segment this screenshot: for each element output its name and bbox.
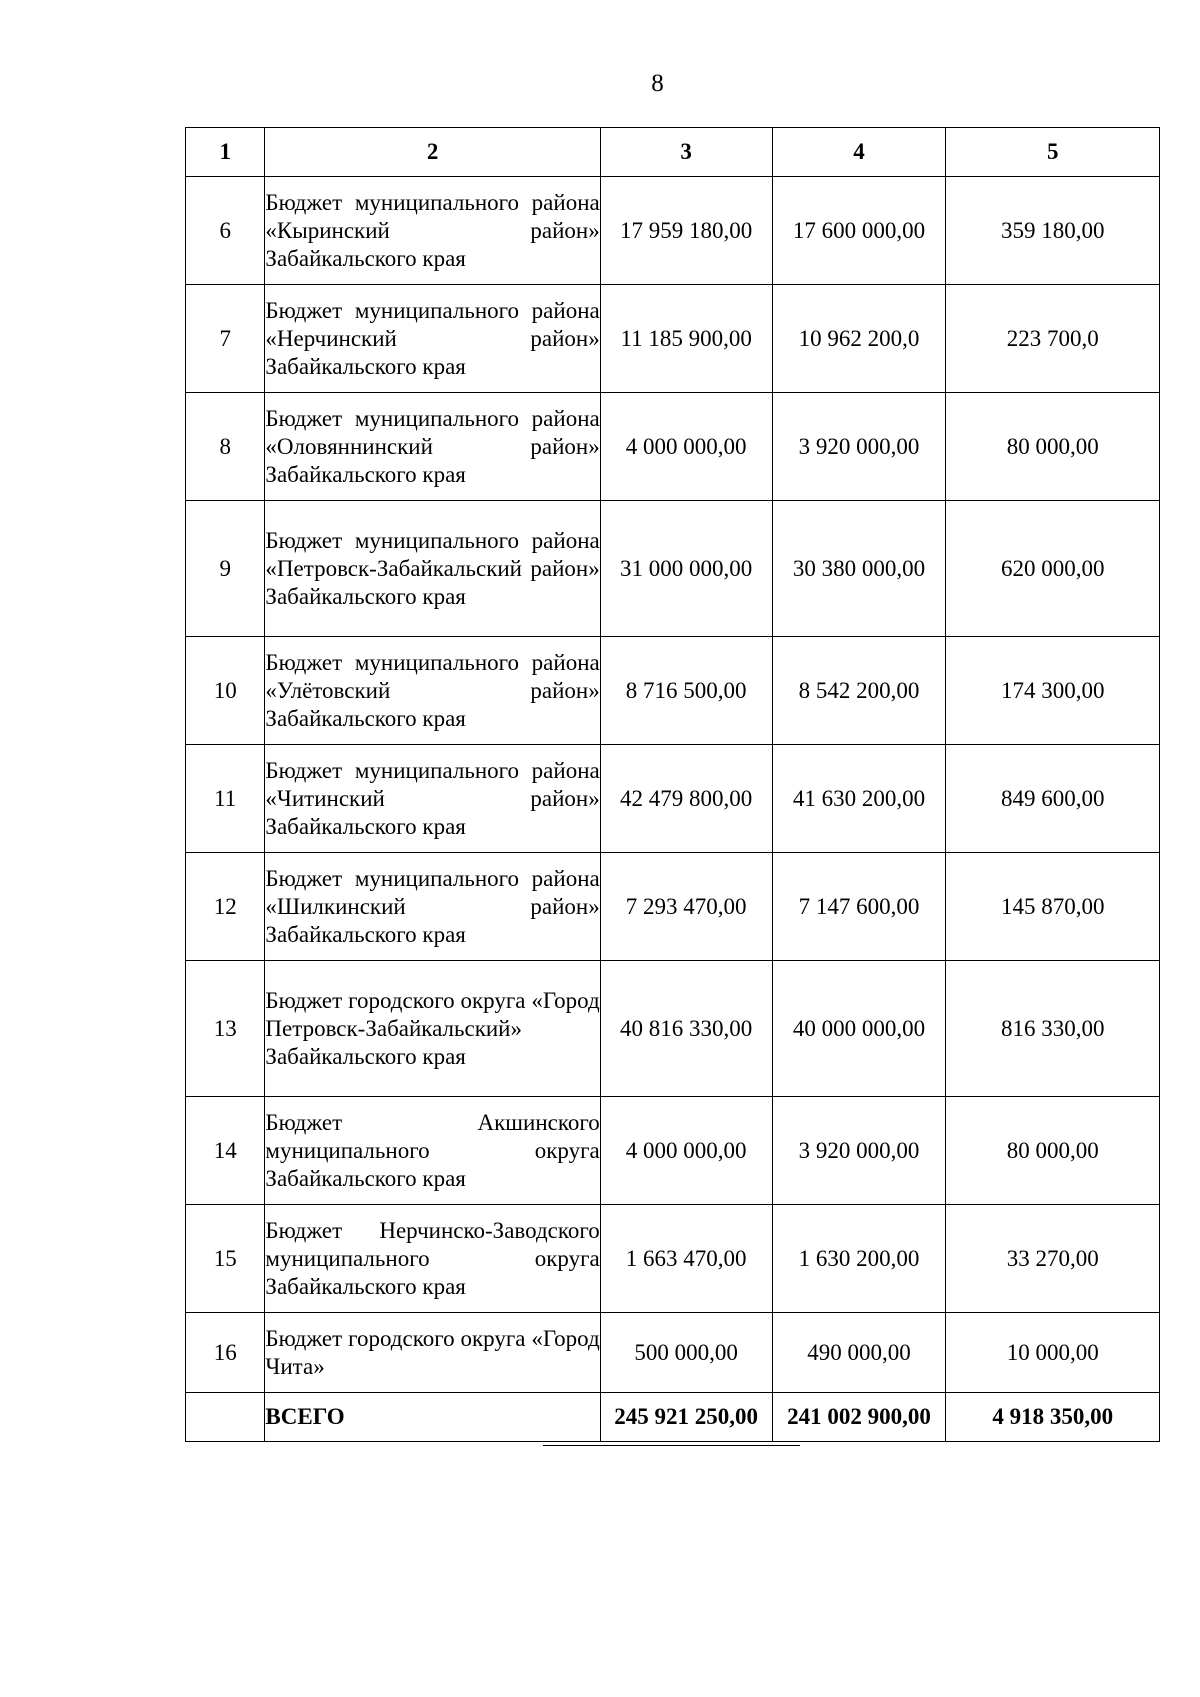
table-row bbox=[186, 1097, 1160, 1205]
amount-col-3: 500 000,00 bbox=[600, 1313, 772, 1393]
table-row bbox=[186, 1313, 1160, 1393]
total-col-3: 245 921 250,00 bbox=[600, 1393, 772, 1442]
row-number: 8 bbox=[186, 393, 265, 501]
amount-col-3: 31 000 000,00 bbox=[600, 501, 772, 637]
amount-col-4: 30 380 000,00 bbox=[772, 501, 946, 637]
row-number: 13 bbox=[186, 961, 265, 1097]
budget-name: Бюджет муниципального района «Улётовский район» Забайкальского края bbox=[265, 637, 600, 745]
amount-col-5: 80 000,00 bbox=[946, 393, 1160, 501]
budget-name: Бюджет муниципального района «Шилкинский район» Забайкальского края bbox=[265, 853, 600, 961]
budget-name: Бюджет Акшинского муниципального округа Забайкальского края bbox=[265, 1097, 600, 1205]
budget-allocation-table bbox=[185, 127, 1160, 1442]
table-row bbox=[186, 285, 1160, 393]
row-number: 14 bbox=[186, 1097, 265, 1205]
amount-col-3: 4 000 000,00 bbox=[600, 1097, 772, 1205]
amount-col-3: 17 959 180,00 bbox=[600, 177, 772, 285]
amount-col-5: 359 180,00 bbox=[946, 177, 1160, 285]
table-header-row bbox=[186, 128, 1160, 177]
amount-col-4: 41 630 200,00 bbox=[772, 745, 946, 853]
amount-col-3: 1 663 470,00 bbox=[600, 1205, 772, 1313]
end-of-document-rule bbox=[543, 1445, 800, 1446]
amount-col-3: 8 716 500,00 bbox=[600, 637, 772, 745]
amount-col-3: 4 000 000,00 bbox=[600, 393, 772, 501]
row-number: 7 bbox=[186, 285, 265, 393]
row-number: 12 bbox=[186, 853, 265, 961]
amount-col-3: 40 816 330,00 bbox=[600, 961, 772, 1097]
page-number: 8 bbox=[651, 70, 664, 97]
row-number: 15 bbox=[186, 1205, 265, 1313]
budget-name: Бюджет муниципального района «Нерчинский район» Забайкальского края bbox=[265, 285, 600, 393]
amount-col-4: 17 600 000,00 bbox=[772, 177, 946, 285]
table-row bbox=[186, 637, 1160, 745]
row-number: 10 bbox=[186, 637, 265, 745]
table-row bbox=[186, 177, 1160, 285]
row-number: 11 bbox=[186, 745, 265, 853]
column-header-2: 2 bbox=[265, 128, 600, 177]
budget-name: Бюджет городского округа «Город Петровск-Забайкальский» Забайкальского края bbox=[265, 961, 600, 1097]
table-row bbox=[186, 745, 1160, 853]
total-label: ВСЕГО bbox=[265, 1393, 600, 1442]
table-row bbox=[186, 393, 1160, 501]
amount-col-5: 223 700,0 bbox=[946, 285, 1160, 393]
budget-name: Бюджет муниципального района «Кыринский район» Забайкальского края bbox=[265, 177, 600, 285]
row-number: 6 bbox=[186, 177, 265, 285]
column-header-4: 4 bbox=[772, 128, 946, 177]
budget-name: Бюджет Нерчинско-Заводского муниципального округа Забайкальского края bbox=[265, 1205, 600, 1313]
row-number: 16 bbox=[186, 1313, 265, 1393]
amount-col-4: 10 962 200,0 bbox=[772, 285, 946, 393]
row-number: 9 bbox=[186, 501, 265, 637]
budget-name: Бюджет муниципального района «Читинский район» Забайкальского края bbox=[265, 745, 600, 853]
budget-name: Бюджет муниципального района «Петровск-Забайкальский район» Забайкальского края bbox=[265, 501, 600, 637]
table-row bbox=[186, 1205, 1160, 1313]
table-row bbox=[186, 501, 1160, 637]
amount-col-3: 11 185 900,00 bbox=[600, 285, 772, 393]
amount-col-5: 620 000,00 bbox=[946, 501, 1160, 637]
total-col-5: 4 918 350,00 bbox=[946, 1393, 1160, 1442]
column-header-1: 1 bbox=[186, 128, 265, 177]
table-row bbox=[186, 853, 1160, 961]
amount-col-3: 7 293 470,00 bbox=[600, 853, 772, 961]
amount-col-4: 1 630 200,00 bbox=[772, 1205, 946, 1313]
amount-col-5: 849 600,00 bbox=[946, 745, 1160, 853]
amount-col-4: 3 920 000,00 bbox=[772, 1097, 946, 1205]
total-row bbox=[186, 1393, 1160, 1442]
table-row bbox=[186, 961, 1160, 1097]
amount-col-4: 40 000 000,00 bbox=[772, 961, 946, 1097]
amount-col-5: 10 000,00 bbox=[946, 1313, 1160, 1393]
amount-col-5: 174 300,00 bbox=[946, 637, 1160, 745]
amount-col-4: 3 920 000,00 bbox=[772, 393, 946, 501]
column-header-3: 3 bbox=[600, 128, 772, 177]
amount-col-5: 80 000,00 bbox=[946, 1097, 1160, 1205]
amount-col-5: 145 870,00 bbox=[946, 853, 1160, 961]
amount-col-5: 33 270,00 bbox=[946, 1205, 1160, 1313]
amount-col-4: 8 542 200,00 bbox=[772, 637, 946, 745]
total-row-number bbox=[186, 1393, 265, 1442]
amount-col-3: 42 479 800,00 bbox=[600, 745, 772, 853]
column-header-5: 5 bbox=[946, 128, 1160, 177]
total-col-4: 241 002 900,00 bbox=[772, 1393, 946, 1442]
budget-name: Бюджет городского округа «Город Чита» bbox=[265, 1313, 600, 1393]
budget-name: Бюджет муниципального района «Оловяннинский район» Забайкальского края bbox=[265, 393, 600, 501]
amount-col-4: 7 147 600,00 bbox=[772, 853, 946, 961]
amount-col-5: 816 330,00 bbox=[946, 961, 1160, 1097]
amount-col-4: 490 000,00 bbox=[772, 1313, 946, 1393]
